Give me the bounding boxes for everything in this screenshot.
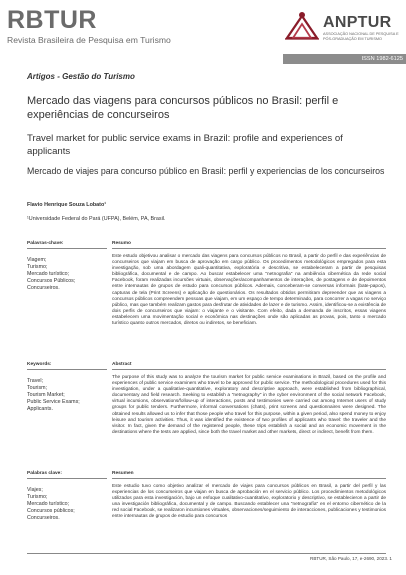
abstract-text: The purpose of this study was to analyze the tourism market for public service examinations in Brazil, based on the profile and experiences of public service examiners who travel to be approved for public service. The methodological procedures used for this investigation, under a qualitative-quantitative, exploratory and descriptive approach, were established from bibliographical, documentary and field research. Seeking to establish a "netnography" in the cyber environment of the social network Facebook, virtual incursions, observations/follow-up of interactions, posts and testimonies were carried out among Internet users of study groups for public tenders. Furthermore, informal conversations (chats), print screens and questionnaires were designed. The obtained results allowed us to infer that those people who travel for this purpose, within a given period, also spend money to enjoy leisure and tourism activities. Thus, it was identified the existence of two profiles of applicants who travel: the traveler and the visitor. In fact, given the demand of the registered people, these trips establish a social and an economic movement in the destinations where the tests are applied, since both the travel market and other markets, direct or indirect, benefit from them. bbox=[112, 375, 386, 435]
abstract-text: Este estudio tuvo como objetivo analizar el mercado de viajes para concursos públicos en Brasil, a partir del perfil y las experiencias de los concurseiros que viajan en busca de aprobación en el servicio público. Los procedimientos metodológicos utilizados para esta investigación, bajo un enfoque cualitativo-cuantitativo, exploratorio y descriptivo, se establecieron a partir de una investigación bibliográfica, documental y de campo. Buscando establecer una "netnografía" en el entorno cibernético de la red social Facebook, se realizaron incursiones virtuales, observaciones/seguimiento de interacciones, publicaciones y testimonios entre internautas de grupos de estudio para concursos bbox=[112, 484, 386, 520]
journal-logo[interactable] bbox=[7, 8, 171, 45]
author-affiliation: ¹Universidade Federal do Pará (UFPA), Belém, PA, Brasil. bbox=[27, 216, 166, 222]
keyword: Public Service Exams; bbox=[27, 399, 80, 406]
keywords-heading: Palavras-chave: bbox=[27, 241, 107, 249]
keywords-heading: Keywords: bbox=[27, 362, 107, 370]
footer-divider bbox=[27, 553, 386, 554]
keyword: Travel; bbox=[27, 378, 43, 384]
keywords-block-pt bbox=[27, 241, 107, 292]
anptur-name: ANPTUR bbox=[323, 14, 392, 31]
page-header bbox=[0, 0, 406, 68]
abstract-text: Este estudo objetivou analisar o mercado das viagens para concursos públicos no Brasil, a partir do perfil e das experiências de concurseiros que viajam em busca de aprovação em cargo público. Os procedimentos metodológicos empregados para esta investigação, sob uma abordagem quali-quantitativa, exploratória e descritiva, se estabeleceram a partir de pesquisas bibliográfica, documental e de campo. Ao buscar estabelecer uma "netnografia" na ambiência cibernética da rede social Facebook, foram realizadas incursões virtuais, observações/acompanhamentos de interações, de postagens e de depoimentos entre internautas de grupos de estudo para concursos públicos. Ademais, conceberam-se conversas informais (bate-papos), capturas de tela (Print Screens) e aplicação de questionários. Os resultados obtidos permitiram depreender que as viagens a concursos públicos compreendem pessoas que viajam, em um espaço de tempo determinado, para concorrer a vagas no serviço público, mas que também realizam gastos para desfrutar de atividades de lazer e de turismo. Assim, identificou-se a existência de dois perfis de concurseiros que viajam: o viajante e o visitante. Com efeito, dada a demanda de inscritos, essas viagens estabelecem uma movimentação social e econômica nas destinações onde são aplicadas as provas, pois, tanto o mercado turístico quanto outros mercados, diretos ou indiretos, se beneficiam. bbox=[112, 254, 386, 327]
abstract-block-es bbox=[112, 471, 386, 521]
abstract-heading: Resumen bbox=[112, 471, 386, 479]
keywords-list bbox=[27, 257, 107, 292]
abstract-block-en bbox=[112, 362, 386, 436]
keyword: Mercado turístico; bbox=[27, 501, 70, 508]
keyword: Applicants. bbox=[27, 406, 53, 413]
keywords-list bbox=[27, 487, 107, 522]
keyword: Concursos Públicos; bbox=[27, 278, 76, 285]
keyword: Concurseiros. bbox=[27, 515, 60, 522]
abstract-heading: Abstract bbox=[112, 362, 386, 370]
journal-subtitle: Revista Brasileira de Pesquisa em Turismo bbox=[7, 35, 171, 45]
anptur-logo[interactable] bbox=[283, 10, 404, 50]
title-english: Travel market for public service exams in Brazil: profile and experiences of applicants bbox=[27, 133, 343, 157]
journal-logo-text: RBTUR bbox=[7, 6, 97, 34]
abstract-block-pt bbox=[112, 241, 386, 327]
keyword: Turismo; bbox=[27, 264, 48, 271]
keyword: Mercado turístico; bbox=[27, 271, 70, 278]
anptur-mark-icon bbox=[283, 10, 321, 40]
page-footer: RBTUR, São Paulo, 17, e-2690, 2023. 1 bbox=[310, 556, 392, 561]
section-label: Artigos - Gestão do Turismo bbox=[27, 72, 135, 81]
keyword: Tourism Market; bbox=[27, 392, 65, 399]
keyword: Turismo; bbox=[27, 494, 48, 501]
keyword: Concursos públicos; bbox=[27, 508, 75, 515]
issn-bar: ISSN 1982-6125 bbox=[283, 54, 406, 64]
title-spanish: Mercado de viajes para concurso público en Brasil: perfil y experiencias de los concurseiros bbox=[27, 166, 385, 176]
keyword: Viajes; bbox=[27, 487, 43, 493]
title-portuguese: Mercado das viagens para concursos públicos no Brasil: perfil e experiências de concurseiros bbox=[27, 95, 339, 121]
keyword: Viagem; bbox=[27, 257, 47, 263]
keyword: Concurseiros. bbox=[27, 285, 60, 292]
keyword: Tourism; bbox=[27, 385, 48, 392]
author-name: Flavio Henrique Souza Lobato¹ bbox=[27, 202, 107, 208]
keywords-block-es bbox=[27, 471, 107, 522]
keywords-block-en bbox=[27, 362, 107, 413]
keywords-list bbox=[27, 378, 107, 413]
anptur-subtitle: ASSOCIAÇÃO NACIONAL DE PESQUISA E PÓS-GRADUAÇÃO EM TURISMO bbox=[323, 32, 399, 41]
keywords-heading: Palabras clave: bbox=[27, 471, 107, 479]
abstract-heading: Resumo bbox=[112, 241, 386, 249]
